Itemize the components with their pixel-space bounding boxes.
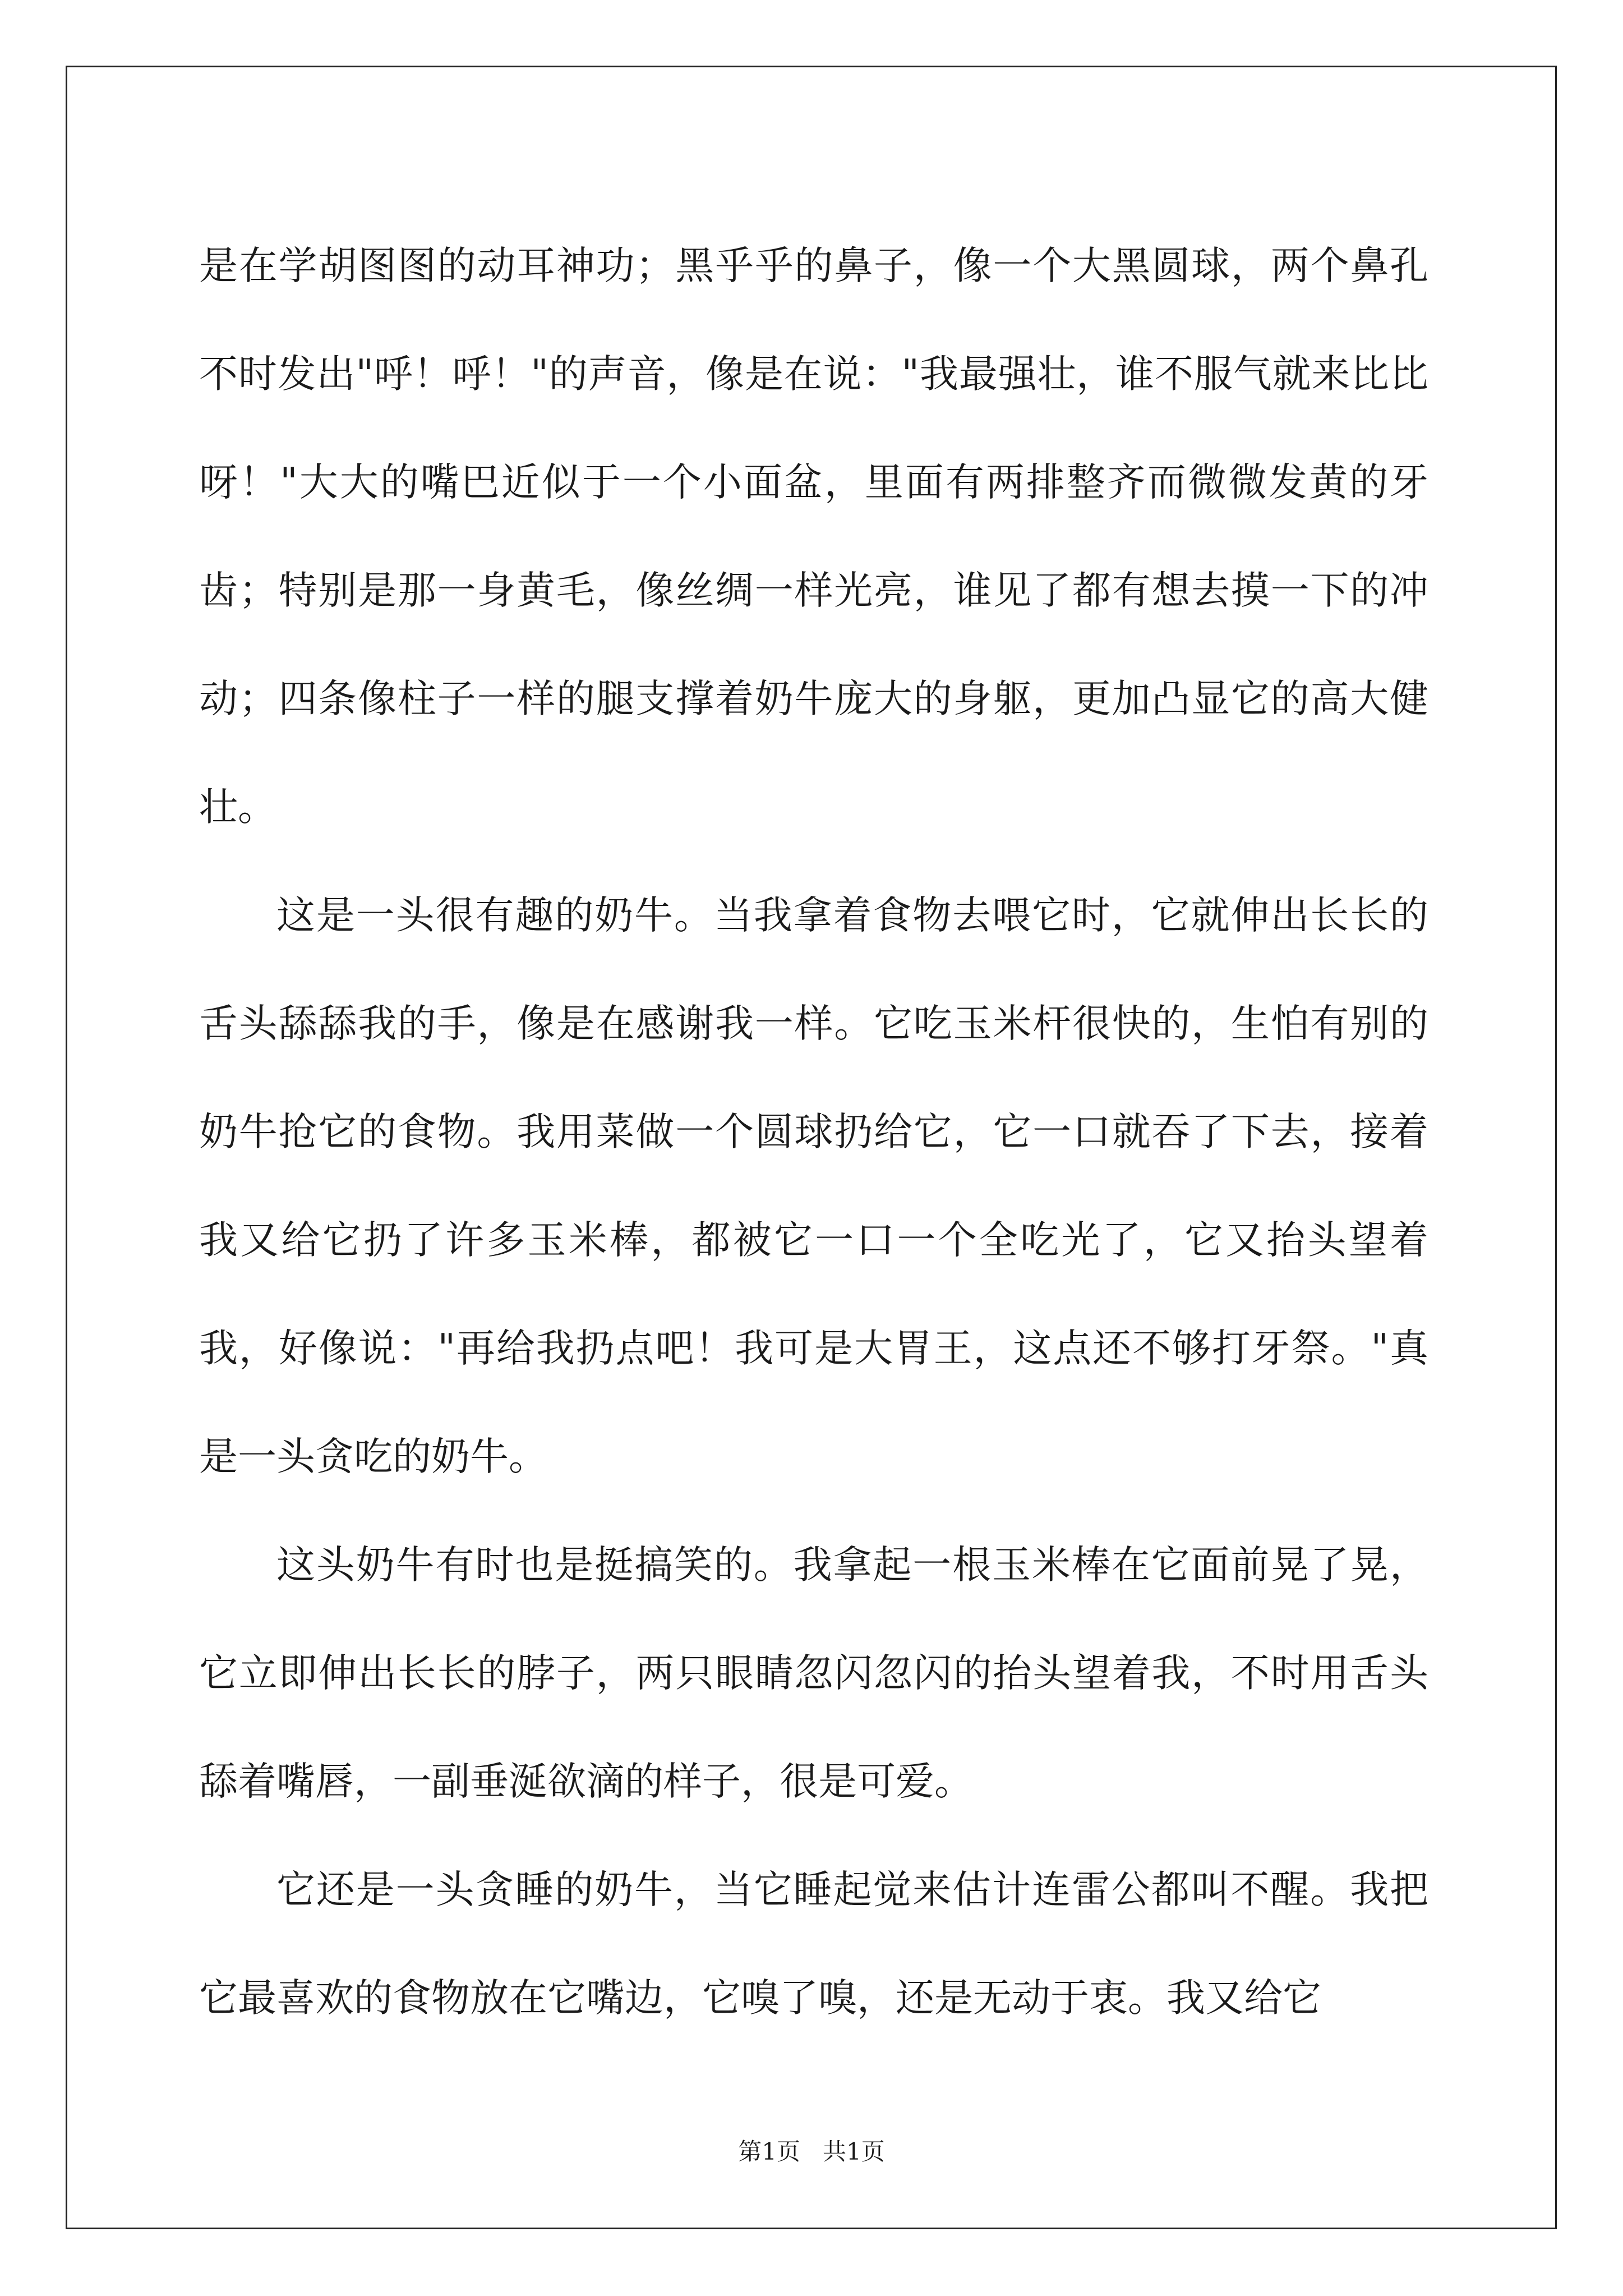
paragraph-2: 这是一头很有趣的奶牛。当我拿着食物去喂它时，它就伸出长长的舌头舔舔我的手，像是在感谢我一样。它吃玉米杆很快的，生怕有别的奶牛抢它的食物。我用菜做一个圆球扔给它，它一口就吞了下去，接着我又给它扔了许多玉米棒，都被它一口一个全吃光了，它又抬头望着我，好像说："再给我扔点吧！我可是大胃王，这点还不够打牙祭。"真是一头贪吃的奶牛。: [199, 893, 1428, 1479]
paragraph-4: 它还是一头贪睡的奶牛，当它睡起觉来估计连雷公都叫不醒。我把它最喜欢的食物放在它嘴边，它嗅了嗅，还是无动于衷。我又给它: [199, 1867, 1428, 2021]
paragraph-3: 这头奶牛有时也是挺搞笑的。我拿起一根玉米棒在它面前晃了晃，它立即伸出长长的脖子，两只眼睛忽闪忽闪的抬头望着我，不时用舌头舔着嘴唇，一副垂涎欲滴的样子，很是可爱。: [199, 1543, 1428, 1804]
document-body: [199, 212, 1428, 2053]
paragraph-1: 是在学胡图图的动耳神功；黑乎乎的鼻子，像一个大黑圆球，两个鼻孔不时发出"呼！呼！"的声音，像是在说："我最强壮，谁不服气就来比比呀！"大大的嘴巴近似于一个小面盆，里面有两排整齐而微微发黄的牙齿；特别是那一身黄毛，像丝绸一样光亮，谁见了都有想去摸一下的冲动；四条像柱子一样的腿支撑着奶牛庞大的身躯，更加凸显它的高大健壮。: [199, 243, 1428, 830]
page-number-footer: 第1页 共1页: [738, 2138, 885, 2165]
